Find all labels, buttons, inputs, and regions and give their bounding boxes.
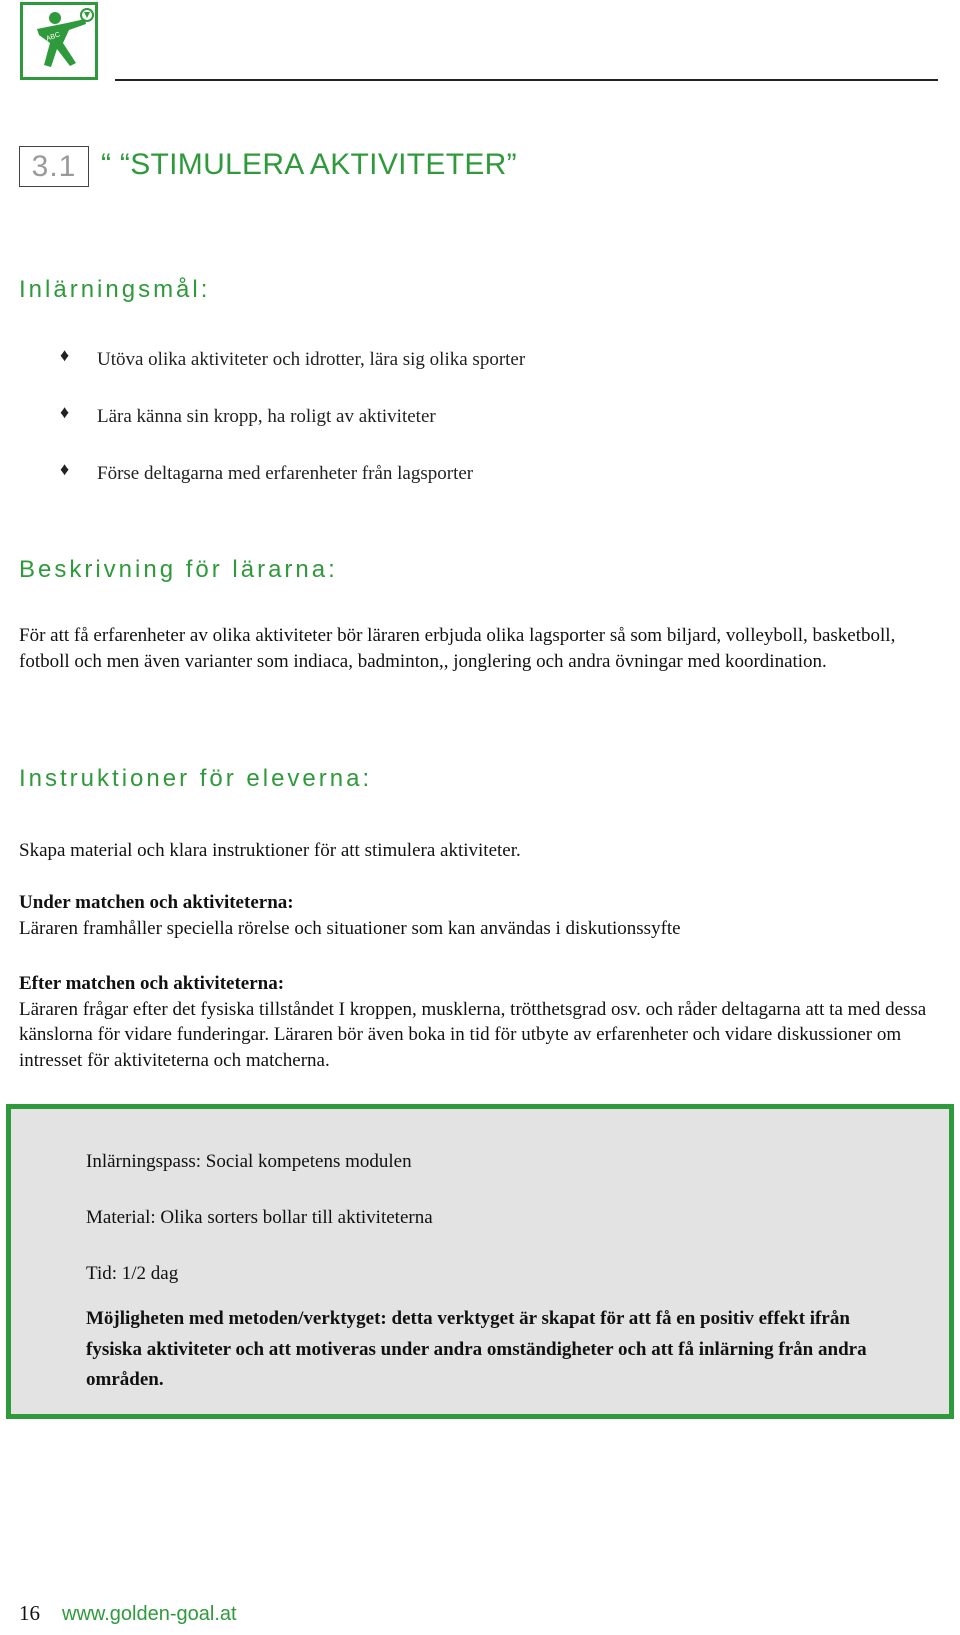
learning-goals-heading: Inlärningsmål:	[19, 276, 211, 303]
golden-goal-logo	[20, 2, 98, 80]
teacher-description-text: För att få erfarenheter av olika aktiviteter bör läraren erbjuda olika lagsporter så som biljard, volleyboll, basketboll, fotboll och men även varianter som indiaca, badminton,, jonglering och andra övningar med koordination.	[19, 625, 896, 672]
section-number: 3.1	[19, 146, 89, 187]
footer-url-link[interactable]: www.golden-goal.at	[62, 1603, 237, 1625]
learning-goal-item	[60, 459, 474, 485]
svg-text:ABC: ABC	[45, 31, 62, 43]
during-match-block	[19, 890, 939, 941]
learning-goal-text: Förse deltagarna med erfarenheter från lagsporter	[97, 463, 474, 484]
teacher-description-heading: Beskrivning för lärarna:	[19, 556, 338, 583]
diamond-bullet-icon: ♦	[60, 402, 70, 422]
module-info-box	[6, 1104, 954, 1419]
diamond-bullet-icon: ♦	[60, 345, 70, 365]
section-title: “ “STIMULERA AKTIVITETER”	[101, 148, 517, 181]
student-instructions-intro: Skapa material och klara instruktioner för att stimulera aktiviteter.	[19, 840, 521, 861]
module-material: Material: Olika sorters bollar till aktiviteterna	[86, 1207, 433, 1228]
module-possibilities: Möjligheten med metoden/verktyget: detta verktyget är skapat för att få en positiv effekt ifrån fysiska aktiviteter och att motiveras under andra omständigheter och att få inlärning från andra områden.	[86, 1308, 867, 1390]
diamond-bullet-icon: ♦	[60, 459, 70, 479]
after-match-block	[19, 971, 939, 1073]
module-name: Inlärningspass: Social kompetens modulen	[86, 1151, 412, 1172]
learning-goal-text: Lära känna sin kropp, ha roligt av aktiviteter	[97, 406, 436, 427]
during-match-text: Läraren framhåller speciella rörelse och situationer som kan användas i diskutionssyfte	[19, 917, 681, 939]
learning-goal-item	[60, 402, 436, 428]
header-rule	[115, 79, 938, 81]
module-time: Tid: 1/2 dag	[86, 1263, 179, 1284]
learning-goal-item	[60, 345, 526, 371]
student-instructions-heading: Instruktioner för eleverna:	[19, 765, 373, 792]
after-match-heading: Efter matchen och aktiviteterna:	[19, 973, 285, 994]
learning-goal-text: Utöva olika aktiviteter och idrotter, lära sig olika sporter	[97, 349, 526, 370]
footballer-kicking-icon	[23, 5, 95, 77]
page-number: 16	[19, 1601, 40, 1625]
after-match-text: Läraren frågar efter det fysiska tillståndet I kroppen, musklerna, trötthetsgrad osv. och råder deltagarna att ta med dessa känslorna för vidare funderingar. Läraren bör även boka in tid för utbyte av erfarenheter och vidare diskussioner om intresset för aktiviteterna och matcherna.	[19, 998, 927, 1071]
during-match-heading: Under matchen och aktiviteterna:	[19, 892, 294, 913]
